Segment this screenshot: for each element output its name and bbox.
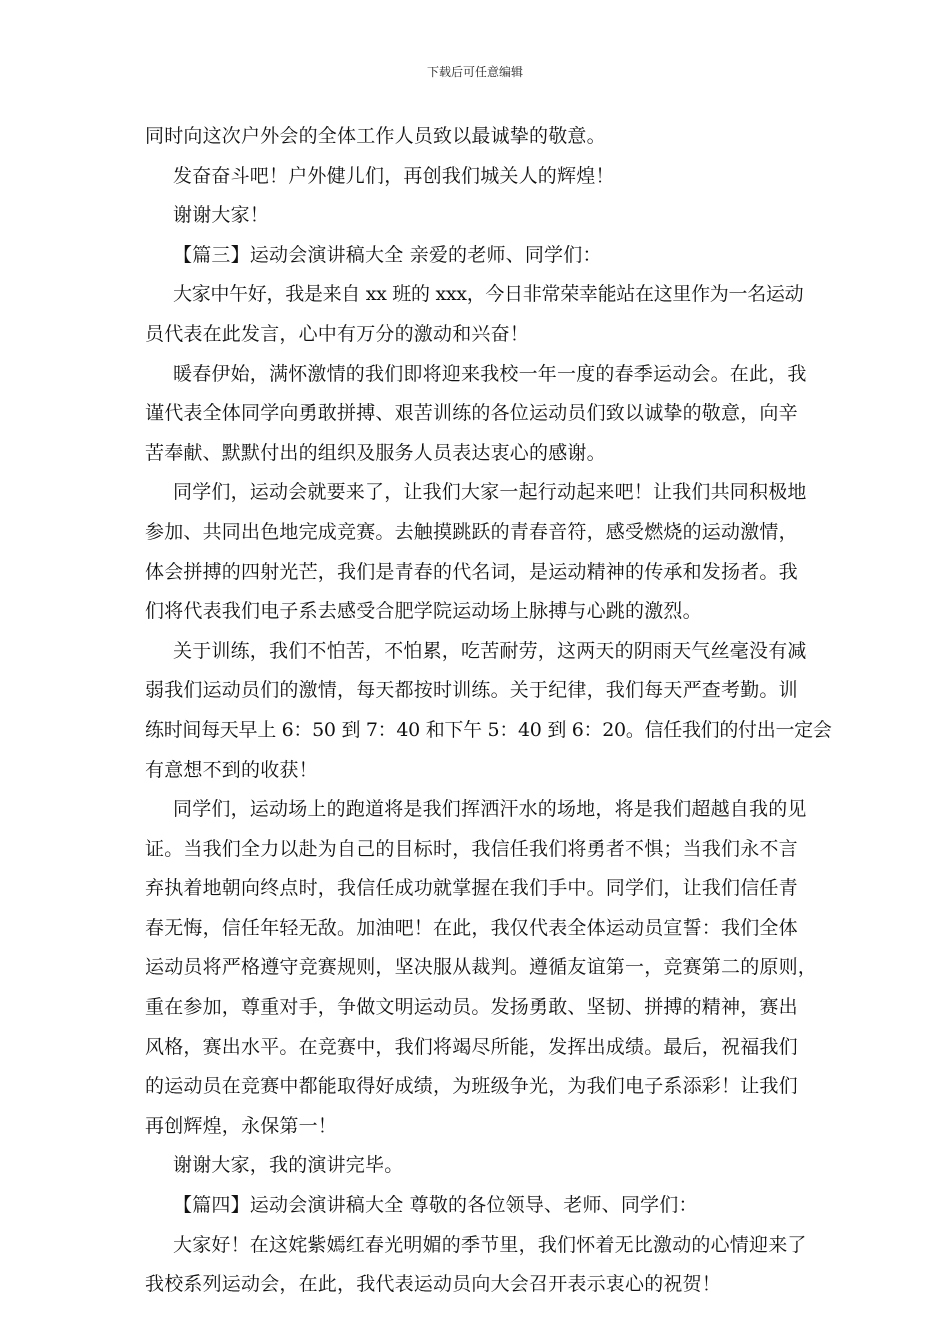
text-line: 风格，赛出水平。在竞赛中，我们将竭尽所能，发挥出成绩。最后，祝福我们 bbox=[145, 1035, 798, 1058]
text-line: 证。当我们全力以赴为自己的目标时，我信任我们将勇者不惧；当我们永不言 bbox=[145, 837, 798, 860]
text-line: 的运动员在竞赛中都能取得好成绩，为班级争光，为我们电子系添彩！让我们 bbox=[145, 1075, 798, 1098]
text-line: 谢谢大家，我的演讲完毕。 bbox=[173, 1154, 404, 1177]
text-line: 再创辉煌，永保第一！ bbox=[145, 1114, 338, 1137]
text-line: 参加、共同出色地完成竞赛。去触摸跳跃的青春音符，感受燃烧的运动激情， bbox=[145, 520, 798, 543]
text-line: 练时间每天早上 6：50 到 7：40 和下午 5：40 到 6：20。信任我们的付出一定会 bbox=[145, 718, 832, 741]
text-line: 同学们，运动场上的跑道将是我们挥洒汗水的场地，将是我们超越自我的见 bbox=[173, 798, 807, 821]
text-line: 谨代表全体同学向勇敢拼搏、艰苦训练的各位运动员们致以诚挚的敬意，向辛 bbox=[145, 402, 798, 425]
text-line: 发奋奋斗吧！户外健儿们，再创我们城关人的辉煌！ bbox=[173, 164, 615, 187]
text-line: 谢谢大家！ bbox=[173, 204, 270, 227]
text-line: 苦奉献、默默付出的组织及服务人员表达衷心的感谢。 bbox=[145, 441, 606, 464]
text-line: 们将代表我们电子系去感受合肥学院运动场上脉搏与心跳的激烈。 bbox=[145, 600, 702, 623]
text-line: 有意想不到的收获！ bbox=[145, 758, 318, 781]
text-line: 大家中午好，我是来自 xx 班的 xxx，今日非常荣幸能站在这里作为一名运动 bbox=[173, 283, 804, 306]
text-line: 大家好！在这姹紫嫣红春光明媚的季节里，我们怀着无比激动的心情迎来了 bbox=[173, 1233, 807, 1256]
text-line: 关于训练，我们不怕苦，不怕累，吃苦耐劳，这两天的阴雨天气丝毫没有减 bbox=[173, 639, 807, 662]
text-line: 同学们，运动会就要来了，让我们大家一起行动起来吧！让我们共同积极地 bbox=[173, 481, 807, 504]
section-heading: 【篇三】运动会演讲稿大全 亲爱的老师、同学们： bbox=[173, 243, 602, 266]
text-line: 弃执着地朝向终点时，我信任成功就掌握在我们手中。同学们，让我们信任青 bbox=[145, 877, 798, 900]
document-body bbox=[145, 117, 832, 1305]
text-line: 体会拼搏的四射光芒，我们是青春的代名词，是运动精神的传承和发扬者。我 bbox=[145, 560, 798, 583]
text-line: 重在参加，尊重对手，争做文明运动员。发扬勇敢、坚韧、拼搏的精神，赛出 bbox=[145, 996, 798, 1019]
text-line: 员代表在此发言，心中有万分的激动和兴奋！ bbox=[145, 322, 530, 345]
section-heading: 【篇四】运动会演讲稿大全 尊敬的各位领导、老师、同学们： bbox=[173, 1194, 698, 1217]
text-line: 同时向这次户外会的全体工作人员致以最诚挚的敬意。 bbox=[145, 125, 606, 147]
text-line: 我校系列运动会，在此，我代表运动员向大会召开表示衷心的祝贺！ bbox=[145, 1273, 722, 1296]
page-header: 下载后可任意编辑 bbox=[426, 65, 523, 79]
text-line: 春无悔，信任年轻无敌。加油吧！在此，我仅代表全体运动员宣誓：我们全体 bbox=[145, 916, 798, 939]
text-line: 弱我们运动员们的激情，每天都按时训练。关于纪律，我们每天严查考勤。训 bbox=[145, 679, 798, 702]
text-line: 运动员将严格遵守竞赛规则，坚决服从裁判。遵循友谊第一，竞赛第二的原则， bbox=[145, 956, 818, 979]
text-line: 暖春伊始，满怀激情的我们即将迎来我校一年一度的春季运动会。在此，我 bbox=[173, 362, 807, 385]
